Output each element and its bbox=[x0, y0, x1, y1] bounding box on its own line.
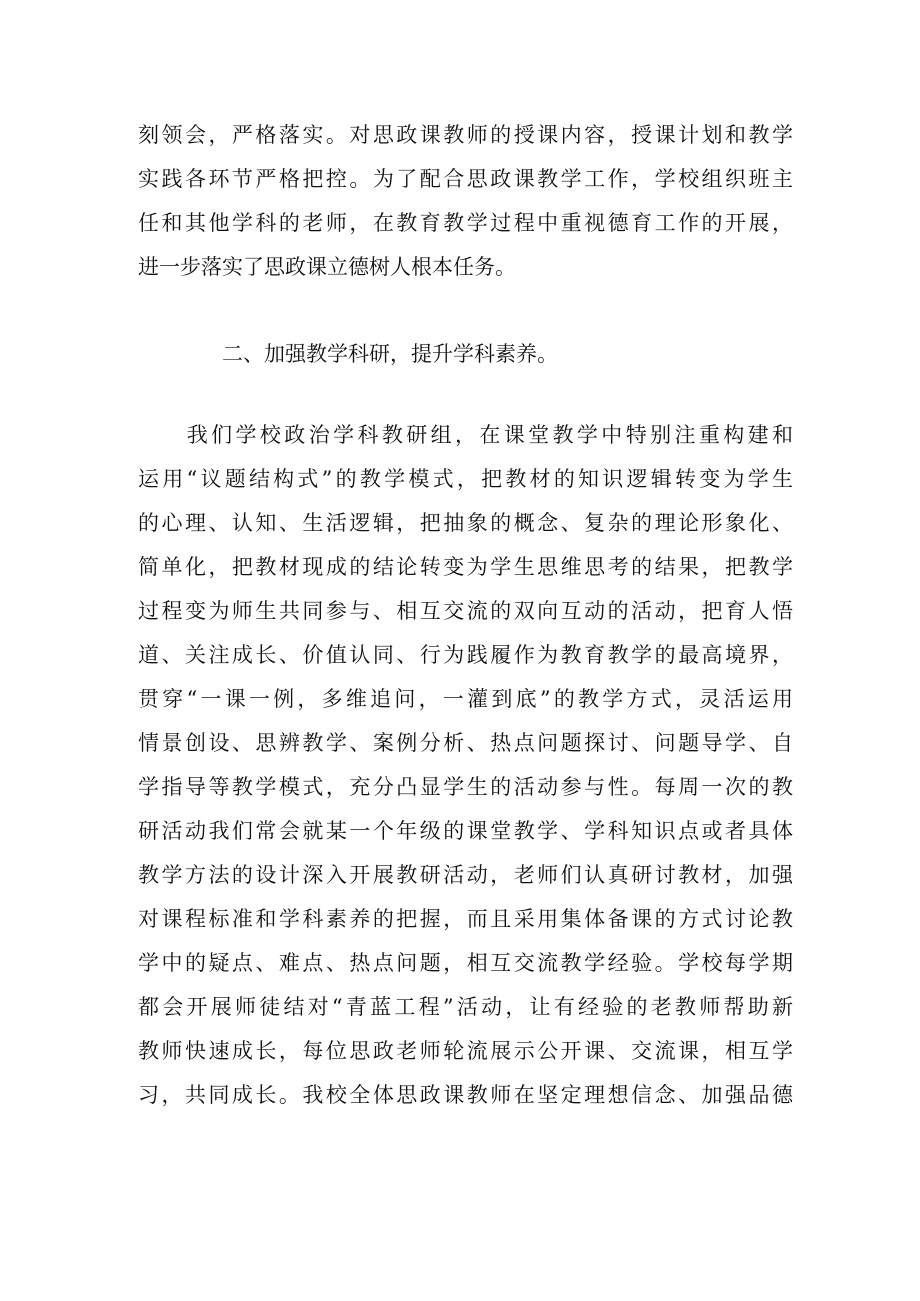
paragraph-line: 我们学校政治学科教研组，在课堂教学中特别注重构建和 bbox=[138, 423, 793, 447]
paragraph-line: 学指导等教学模式，充分凸显学生的活动参与性。每周一次的教 bbox=[138, 775, 793, 799]
paragraph-line: 进一步落实了思政课立德树人根本任务。 bbox=[138, 255, 516, 279]
paragraph-line: 实践各环节严格把控。为了配合思政课教学工作，学校组织班主 bbox=[138, 167, 793, 191]
paragraph-line: 教师快速成长，每位思政老师轮流展示公开课、交流课，相互学 bbox=[138, 1039, 793, 1063]
paragraph-line: 对课程标准和学科素养的把握，而且采用集体备课的方式讨论教 bbox=[138, 907, 793, 931]
paragraph-line: 贯穿“一课一例，多维追问，一灌到底”的教学方式，灵活运用 bbox=[138, 687, 793, 711]
paragraph-line: 运用“议题结构式”的教学模式，把教材的知识逻辑转变为学生 bbox=[138, 467, 793, 491]
paragraph-line: 简单化，把教材现成的结论转变为学生思维思考的结果，把教学 bbox=[138, 555, 793, 579]
paragraph-line: 的心理、认知、生活逻辑，把抽象的概念、复杂的理论形象化、 bbox=[138, 511, 793, 535]
paragraph-line: 情景创设、思辨教学、案例分析、热点问题探讨、问题导学、自 bbox=[138, 731, 793, 755]
paragraph-1 bbox=[138, 113, 793, 289]
paragraph-line: 刻领会，严格落实。对思政课教师的授课内容，授课计划和教学 bbox=[138, 123, 793, 147]
paragraph-line: 过程变为师生共同参与、相互交流的双向互动的活动，把育人悟 bbox=[138, 599, 793, 623]
paragraph-line: 学中的疑点、难点、热点问题，相互交流教学经验。学校每学期 bbox=[138, 951, 793, 975]
paragraph-line: 习，共同成长。我校全体思政课教师在坚定理想信念、加强品德 bbox=[138, 1083, 793, 1107]
paragraph-line: 任和其他学科的老师，在教育教学过程中重视德育工作的开展， bbox=[138, 211, 793, 235]
paragraph-line: 都会开展师徒结对“青蓝工程”活动，让有经验的老教师帮助新 bbox=[138, 995, 793, 1019]
paragraph-2 bbox=[138, 413, 793, 1117]
paragraph-line: 教学方法的设计深入开展教研活动，老师们认真研讨教材，加强 bbox=[138, 863, 793, 887]
section-heading: 二、加强教学科研，提升学科素养。 bbox=[222, 342, 558, 366]
paragraph-line: 研活动我们常会就某一个年级的课堂教学、学科知识点或者具体 bbox=[138, 819, 793, 843]
paragraph-line: 道、关注成长、价值认同、行为践履作为教育教学的最高境界， bbox=[138, 643, 793, 667]
